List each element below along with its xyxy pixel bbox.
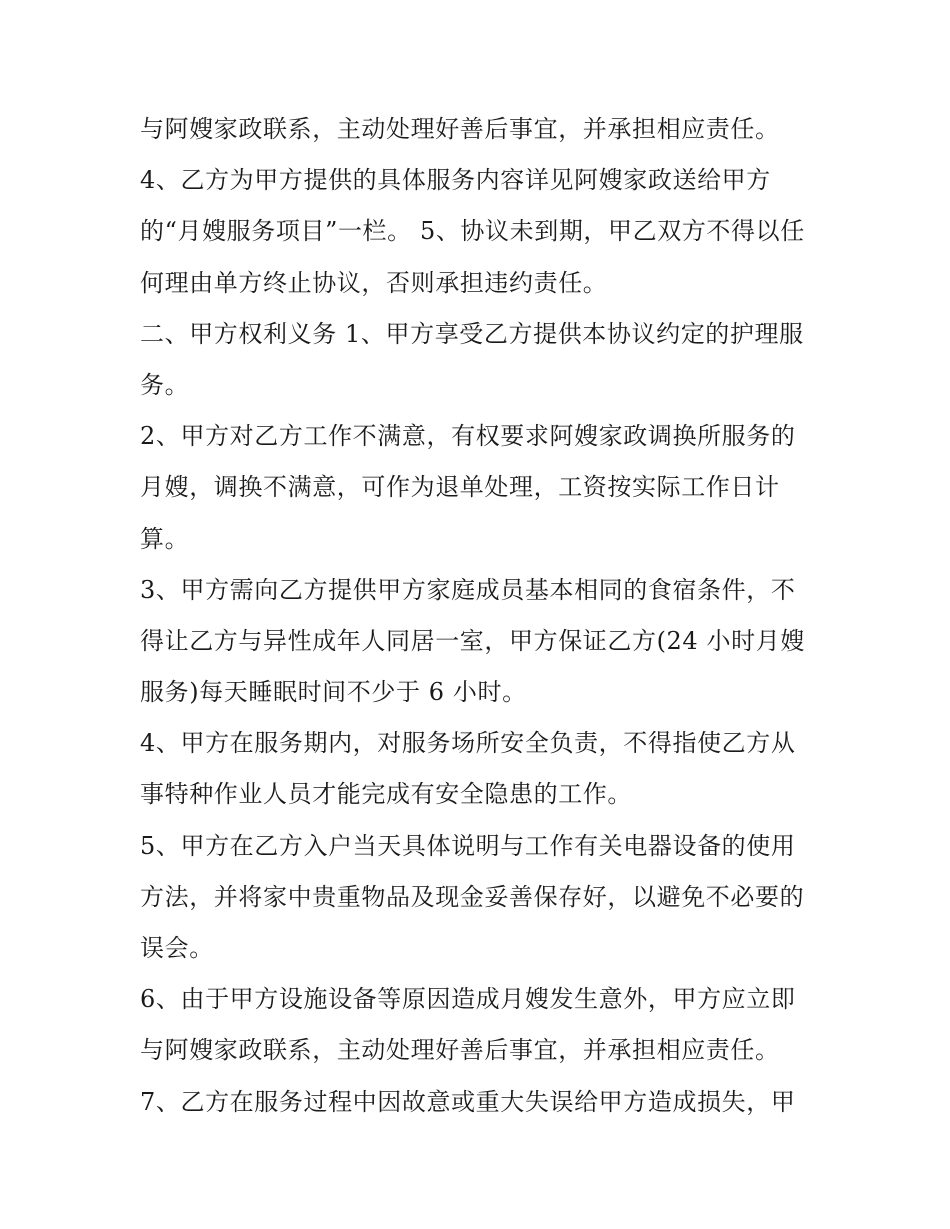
text-line-2: 4、乙方为甲方提供的具体服务内容详见阿嫂家政送给甲方	[140, 166, 771, 195]
text-line-1: 与阿嫂家政联系，主动处理好善后事宜，并承担相应责任。	[140, 115, 780, 143]
text-line-7: 2、甲方对乙方工作不满意，有权要求阿嫂家政调换所服务的	[140, 422, 796, 451]
text-line-15: 5、甲方在乙方入户当天具体说明与工作有关电器设备的使用	[140, 831, 796, 860]
text-line-12: 服务)每天睡眠时间不少于 6 小时。	[140, 678, 527, 707]
text-line-14: 事特种作业人员才能完成有安全隐患的工作。	[140, 780, 632, 809]
text-line-11: 得让乙方与异性成年人同居一室，甲方保证乙方(24 小时月嫂	[140, 626, 805, 655]
text-line-4: 何理由单方终止协议，否则承担违约责任。	[140, 268, 608, 297]
text-line-8: 月嫂，调换不满意，可作为退单处理，工资按实际工作日计	[140, 473, 780, 502]
text-line-3: 的“月嫂服务项目”一栏。 5、协议未到期，甲乙双方不得以任	[140, 217, 805, 246]
text-line-16: 方法，并将家中贵重物品及现金妥善保存好，以避免不必要的	[140, 882, 805, 911]
text-line-13: 4、甲方在服务期内，对服务场所安全负责，不得指使乙方从	[140, 729, 796, 758]
text-line-5: 二、甲方权利义务 1、甲方享受乙方提供本协议约定的护理服	[140, 319, 804, 348]
text-line-20: 7、乙方在服务过程中因故意或重大失误给甲方造成损失，甲	[140, 1087, 796, 1116]
text-line-10: 3、甲方需向乙方提供甲方家庭成员基本相同的食宿条件，不	[140, 575, 796, 604]
text-line-6: 务。	[140, 370, 190, 399]
document-body	[140, 104, 820, 1128]
text-line-18: 6、由于甲方设施设备等原因造成月嫂发生意外，甲方应立即	[140, 985, 796, 1014]
text-line-17: 误会。	[140, 934, 214, 962]
text-line-9: 算。	[140, 524, 190, 553]
text-line-19: 与阿嫂家政联系，主动处理好善后事宜，并承担相应责任。	[140, 1036, 780, 1065]
